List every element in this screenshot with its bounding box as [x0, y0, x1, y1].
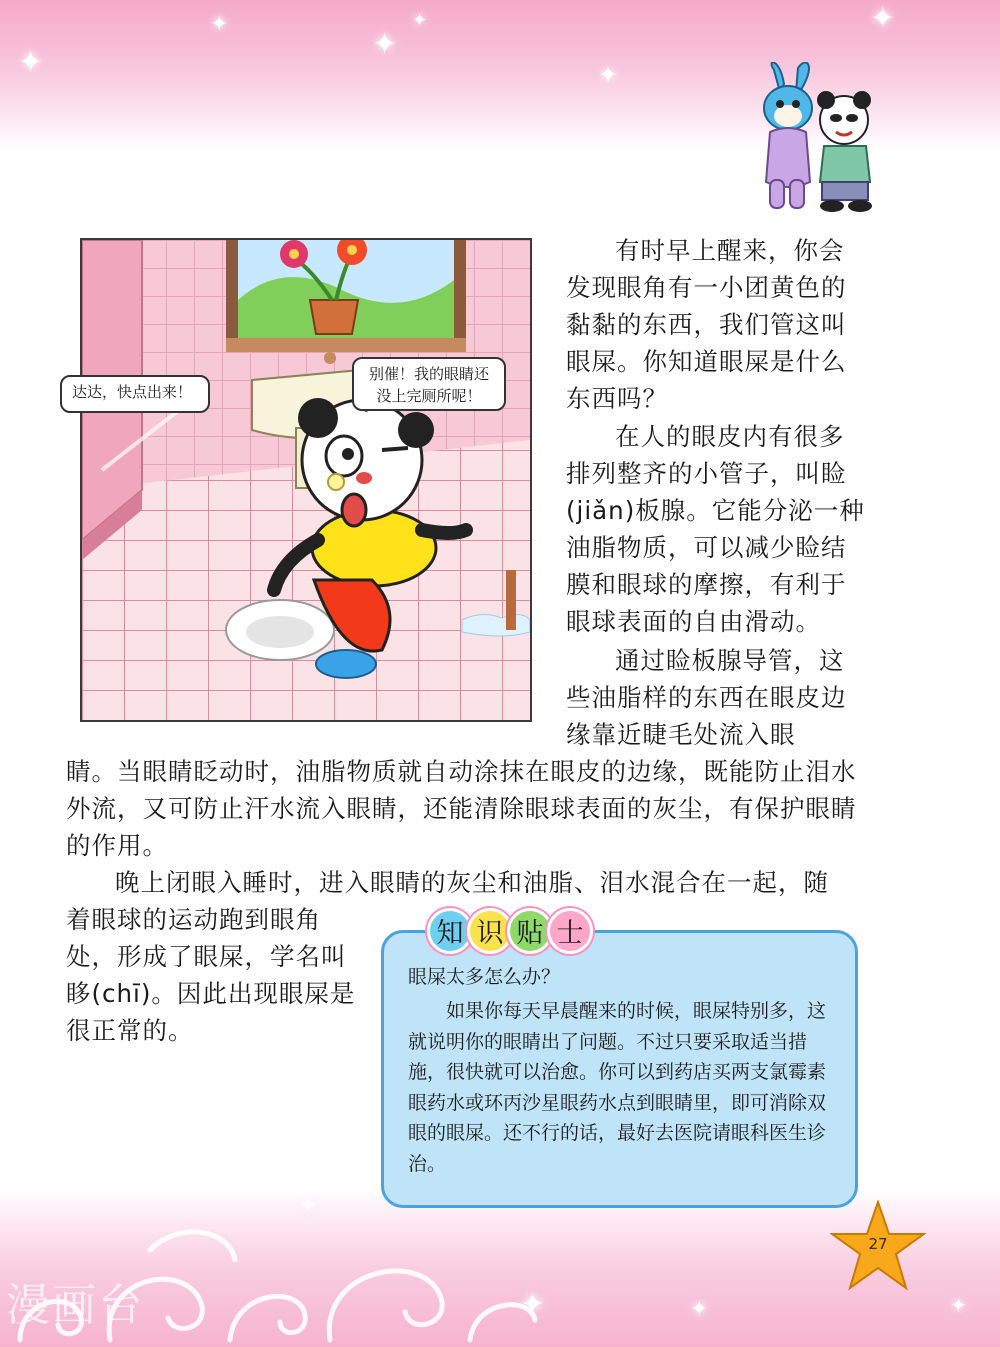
speech-bubble-right-line-1: 别催！我的眼睛还 — [368, 365, 489, 383]
watermark: 漫画台 — [6, 1280, 144, 1331]
bathroom-comic-illustration — [82, 240, 530, 720]
tip-badge-3: 贴 — [507, 908, 553, 954]
sparkle-icon: ✦ — [18, 45, 44, 80]
paragraph-2: 在人的眼皮内有很多排列整齐的小管子，叫睑(jiǎn)板腺。它能分泌一种油脂物质，可以减少睑结膜和眼球的摩擦，有利于眼球表面的自由滑动。 — [566, 422, 865, 636]
sparkle-icon: ✦ — [870, 1, 896, 36]
paragraph-1: 有时早上醒来，你会发现眼角有一小团黄色的黏黏的东西，我们管这叫眼屎。你知道眼屎是什么东西吗？ — [566, 236, 847, 413]
tip-body: 如果你每天早晨醒来的时候，眼屎特别多，这就说明你的眼睛出了问题。不过只要采取适当措施，很快就可以治愈。你可以到药店买两支氯霉素眼药水或环丙沙星眼药水点到眼睛里，即可消除双眼的眼屎。还不行的话，最好去医院请眼科医生诊治。 — [408, 1000, 827, 1175]
sparkle-icon: ✦ — [210, 12, 229, 37]
sparkle-icon: ✦ — [690, 1297, 709, 1322]
sparkle-icon: ✦ — [372, 27, 398, 62]
tip-badge-1: 知 — [427, 908, 473, 954]
tip-heading: 眼屎太多怎么办？ — [408, 966, 561, 988]
sparkle-icon: ✦ — [300, 1193, 317, 1217]
paragraph-3-top: 通过睑板腺导管，这些油脂样的东西在眼皮边缘靠近睫毛处流入眼 — [566, 646, 847, 749]
paragraph-4-top: 晚上闭眼入睡时，进入眼睛的灰尘和油脂、泪水混合在一起，随 — [115, 868, 829, 897]
speech-bubble-right-line-2: 没上完厕所呢！ — [376, 387, 482, 405]
comic-panel — [80, 238, 532, 722]
paragraph-4-bottom: 着眼球的运动跑到眼角处，形成了眼屎，学名叫眵(chī)。因此出现眼屎是很正常的。 — [66, 905, 356, 1045]
sparkle-icon: ✦ — [598, 61, 619, 89]
speech-bubble-left-text: 达达，快点出来！ — [72, 383, 193, 401]
sparkle-icon: ✦ — [520, 1287, 546, 1322]
speech-bubble-left — [60, 375, 210, 413]
mascot-characters-illustration — [740, 62, 880, 214]
sparkle-icon: ✦ — [950, 1293, 967, 1317]
tip-badge-2: 识 — [467, 908, 513, 954]
page-number: 27 — [868, 1235, 888, 1253]
paragraph-3-bottom: 睛。当眼睛眨动时，油脂物质就自动涂抹在眼皮的边缘，既能防止泪水外流，又可防止汗水流入眼睛，还能清除眼球表面的灰尘，有保护眼睛的作用。 — [66, 757, 857, 860]
tip-badge-4: 士 — [547, 908, 593, 954]
sparkle-icon: ✦ — [412, 10, 428, 31]
speech-bubble-right — [352, 357, 506, 411]
